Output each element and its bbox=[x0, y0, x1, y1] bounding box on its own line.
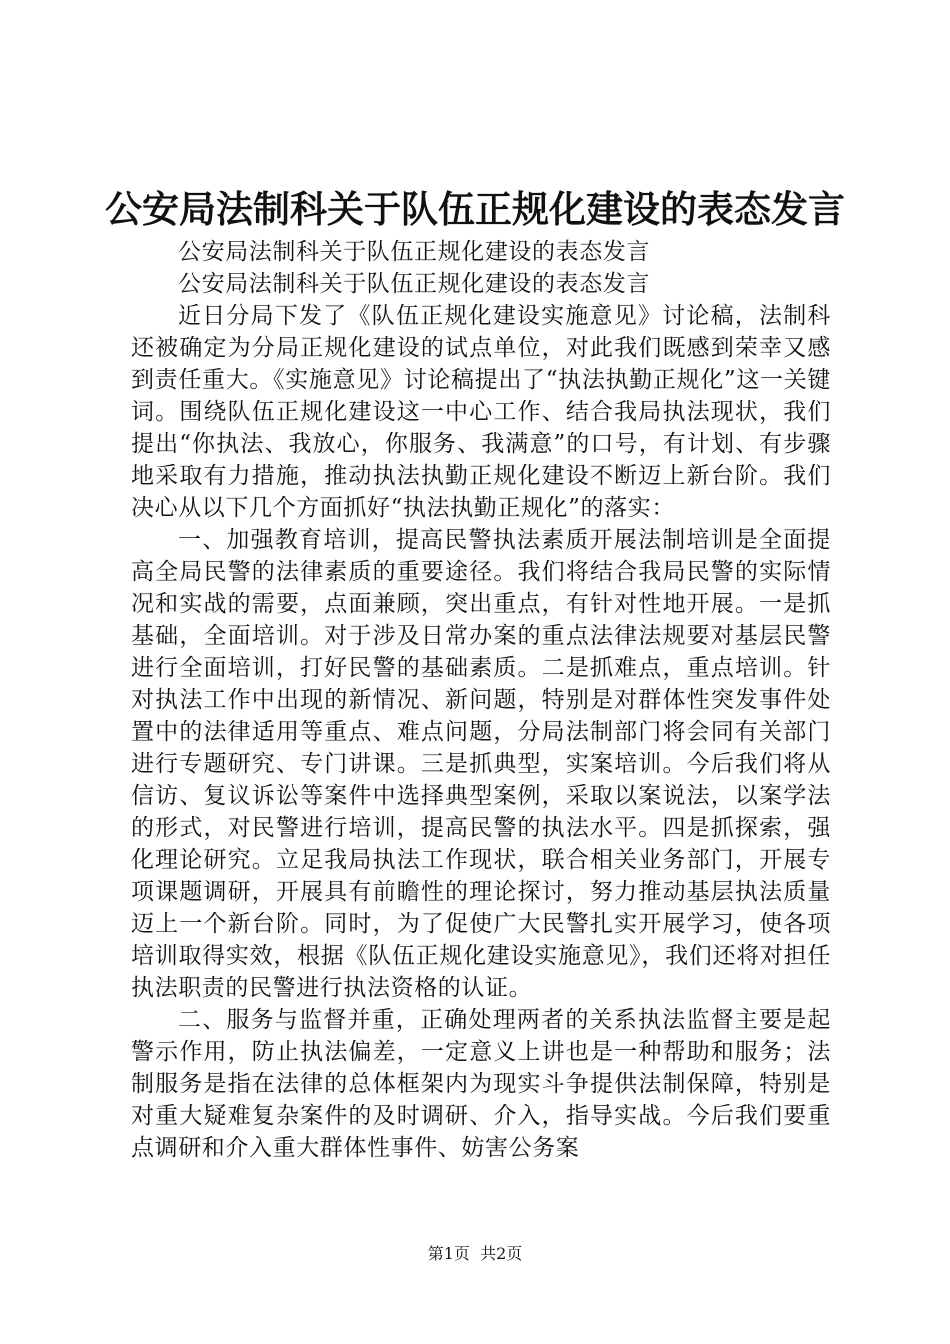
page-total: 共2页 bbox=[480, 1244, 523, 1263]
subtitle-line-2: 公安局法制科关于队伍正规化建设的表态发言 bbox=[178, 271, 650, 297]
page-footer bbox=[0, 1243, 950, 1265]
page-number: 第1页 bbox=[427, 1244, 470, 1263]
document-title: 公安局法制科关于队伍正规化建设的表态发言 bbox=[105, 187, 845, 231]
section-one-paragraph: 一、加强教育培训，提高民警执法素质开展法制培训是全面提高全局民警的法律素质的重要途径。我们将结合我局民警的实际情况和实战的需要，点面兼顾，突出重点，有针对性地开展。一是抓基础，全面培训。对于涉及日常办案的重点法律法规要对基层民警进行全面培训，打好民警的基础素质。二是抓难点，重点培训。针对执法工作中出现的新情况、新问题，特别是对群体性突发事件处置中的法律适用等重点、难点问题，分局法制部门将会同有关部门进行专题研究、专门讲课。三是抓典型，实案培训。今后我们将从信访、复议诉讼等案件中选择典型案例，采取以案说法，以案学法的形式，对民警进行培训，提高民警的执法水平。四是抓探索，强化理论研究。立足我局执法工作现状，联合相关业务部门，开展专项课题调研，开展具有前瞻性的理论探讨，努力推动基层执法质量迈上一个新台阶。同时，为了促使广大民警扎实开展学习，使各项培训取得实效，根据《队伍正规化建设实施意见》，我们还将对担任执法职责的民警进行执法资格的认证。 bbox=[131, 527, 831, 1001]
intro-paragraph: 近日分局下发了《队伍正规化建设实施意见》讨论稿，法制科还被确定为分局正规化建设的试点单位，对此我们既感到荣幸又感到责任重大。《实施意见》讨论稿提出了“执法执勤正规化”这一关键词。围绕队伍正规化建设这一中心工作、结合我局执法现状，我们提出“你执法、我放心，你服务、我满意”的口号，有计划、有步骤地采取有力措施，推动执法执勤正规化建设不断迈上新台阶。我们决心从以下几个方面抓好“执法执勤正规化”的落实： bbox=[131, 303, 831, 521]
document-body bbox=[131, 236, 831, 1164]
subtitle-line-1: 公安局法制科关于队伍正规化建设的表态发言 bbox=[178, 239, 650, 265]
section-two-paragraph: 二、服务与监督并重，正确处理两者的关系执法监督主要是起警示作用，防止执法偏差，一定意义上讲也是一种帮助和服务；法制服务是指在法律的总体框架内为现实斗争提供法制保障，特别是对重大疑难复杂案件的及时调研、介入，指导实战。今后我们要重点调研和介入重大群体性事件、妨害公务案 bbox=[131, 1007, 831, 1161]
